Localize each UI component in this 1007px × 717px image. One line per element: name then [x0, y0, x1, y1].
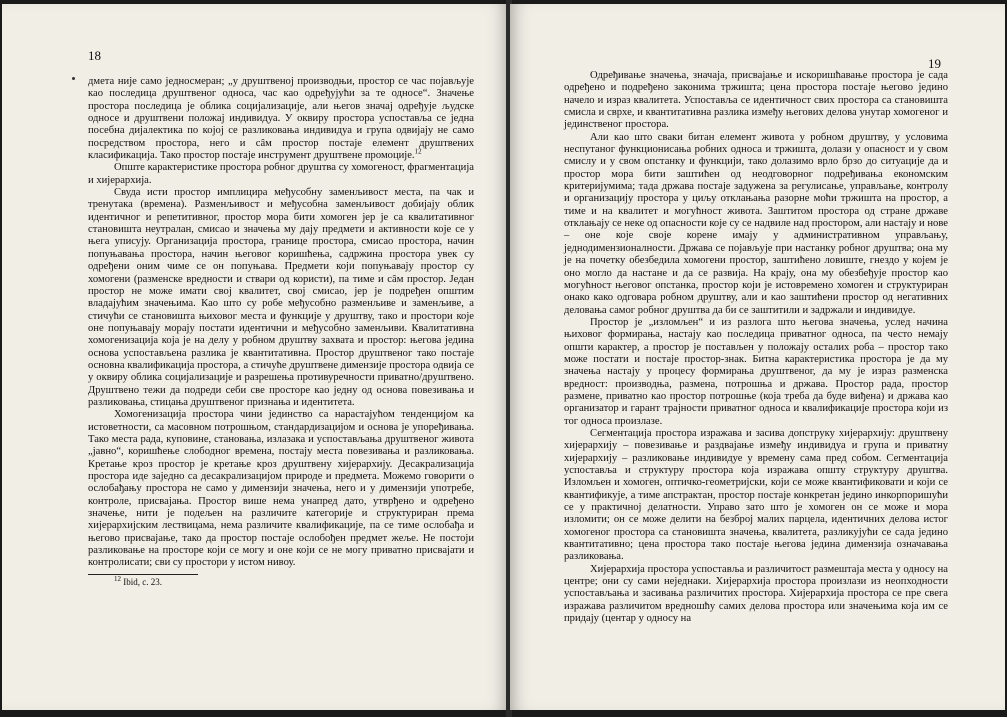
paragraph: Опште карактеристике простора робног друштва су хомогеност, фрагментација и хијерархија. — [88, 162, 474, 186]
footnote: $^{12}$ Ibid, с. 23. — [114, 574, 162, 587]
right-page — [510, 4, 1005, 710]
paragraph: Али као што сваки битан елемент живота у робном друштву, у условима неспутаног функционисања робних односа и тржишта, долази у опасност и у свом смислу и у свом опстанку и функцији, тако долазимо врло брзо до ситуације да и простор мора бити заштићен од неодговорног подређивања економским критеријумима; тада држава постаје задужена за регулисање, управљање, контролу и организацију простора у циљу отклањања разорне моћи тржишта на простор, а тиме и на квалитет и могућност живота. Заштитом простора од стране државе отклањају се неке од опасности које су се надвиле над простором, али настају и нове – оне које своје корене имају у административном управљању, једнодимензионалности. Држава се појављује при настанку робног друштва; она му је на почетку обезбедила хомогени простор, заштићено ловиште, гнездо у којем је оно могло да настане и да се развија. На крају, она му обезбеђује простор као могућност његовог опстанка, простор који је истовремено хомоген и структуриран онако како одговара робном друштву, али и као заштићени простор од негативних деловања самог робног друштва да би се заштитили и задржали и индивидуе. — [564, 131, 948, 316]
paragraph: Хијерархија простора успоставља и различитост размештаја места у односу на центре; они су сами неједнаки. Хијерархија простора произлази из неопходности успостављања и засивања различитих простора. Хијерархија простора се пре свега изражава различитом вредношћу самих делова простора или значењима која им се придају (центар у односу на — [564, 563, 948, 625]
margin-mark — [72, 77, 75, 80]
footnote-ref: 12 — [414, 147, 422, 156]
left-page — [2, 4, 508, 710]
paragraph: Сегментација простора изражава и засива допструку хијерархију: друштвену хијерархију – повезивање и раздвајање између индивидуа и група и приватну хијерархију – разликовање индивидуе у времену сама пред собом. Сегментација успоставља и структуру простора која изражава општу структуру друштва. Изломљен и хомоген, оптичко-геометријски, који се може квантификовати и који се квантификује, а тиме апстрактан, простор постаје конкретан једино инкорпоришући се у практичној делатности. Управо зато што је хомоген он се може и мора изломити; он се може делити на безброј малих парцела, идентичних делова истог хомогеног простора са становишта значења, квалитета, разликујући се сада једино квантитативно; цена простора тако постаје његова једина димензија означавања разликовања. — [564, 427, 948, 563]
paragraph: Простор је „изломљен“ и из разлога што његова значења, услед начина њиховог формирања, настају као последица приватног односа, па често немају општи карактер, а простор је постављен у положају осталих роба – простор тако може постати и постаје простор-знак. Битна карактеристика простора је да му значења настају у процесу формирања друштвеног, да му је израз разменска вредност: производња, размена, потрошња и држава. Простор рада, простор размене, приватно као простор потрошње (која треба да буде виђена) и држава као организатор и гарант трајности приватног односа и квалификације простора који из тог односа произлазе. — [564, 316, 948, 427]
body-text — [88, 76, 474, 588]
paragraph: Свуда исти простор имплицира међусобну заменљивост места, па чак и тренутака (времена). Разменљивост и међусобна заменљивост добијају облик идентичног и репетитивног, простор мора бити хомоген јер је са квалитативног становишта неутралан, смисао и значења му дају предмети и активности које се у њега уписују. Организација простора, границе простора, смисао простора, начин попуњавања простора, начин његовог коришћења, садржина простора увек су одређени оним чиме се он попуњава. Предмети који попуњавају простор су хомогени (разменске вредности и ствари од користи), па тиме и сâм простор. Један простор не може имати свој квалитет, свој смисао, јер је подређен општим владајућим значењима. Као што су робе међусобно разменљиве и заменљиве, а стичући се становишта њиховог места и функције у друштву, тако и простори које оне попуњавају морају постати идентични и међусобно заменљиви. Квалитативна хомогенизација која је на делу у робном друштву захвата и простор: његова једина основа успостављена разлика је квантитативна. Простор друштвеног тако постаје основна квалификација простора, а стичуће друштвене димензије простора одвија се у оквиру облика социјализације и разрешења противуречности приватно/друштвено. Друштвено тежи да подреди себи све просторе као једну од основа повезивања и разликовања, стицања друштвеног признања и идентитета. — [88, 187, 474, 408]
page-number: 18 — [88, 48, 101, 63]
paragraph: Одређивање значења, значаја, присвајање и искоришћавање простора је сада одређено и подређено законима тржишта; цена простора постаје његово једино начело и израз квалитета. Успоставља се идентичност свих простора са становишта смисла и сврхе, и квантитативна разлика између његових делова унутар хомогеног и јединственог простора. — [564, 70, 948, 131]
footnote-rule — [88, 574, 198, 575]
paragraph: Хомогенизација простора чини јединство са нарастајућом тенденцијом ка истоветности, са масовном потрошњом, стандардизацијом и основа је упоређивања. Тако места рада, куповине, становања, излазака и успостављања друштвеног живота „јавно“, коришћење слободног времена, постају места повезивања и разликовања. Кретање кроз простор је кретање кроз друштвену хијерархију. Десакрализација простора иде заједно са десакрализацијом природе и предмета. Можемо говорити о ослобађању простора не само у димензији значења, него и у димензији употребе, контроле, присвајања. Простор више нема унапред дато, утврђено и одређено значење, нити је подељен на различите категорије и структуриран према хијерархијским лествицама, нема различите квалификације, па се тиме ослобађа и његово присвајање, тако да простор постаје ослобођен предмет жеље. Не постоји разликовање на просторе који се могу и оне који се не могу приватно присвајати и контролисати; сви су простори у истом нивоу. — [88, 409, 474, 569]
body-text — [564, 70, 948, 625]
page-number: 19 — [928, 56, 941, 71]
paragraph: дмета није само једносмеран; „у друштвеној производњи, простор се час појављује као последица друштвеног односа, час као одређујући за те односе“. Значење простора последица је облика социјализације, али његов значај одређује људске односе и друштвени положај индивидуа. У оквиру простора успоставља се једна посебна дијалектика по којој се разликовања индивидуа и група одвијају не само посредством простора, него и сâм простор постаје елемент друштвених класификација. Тако простор постаје инструмент друштвене промоције.$^{12}$ — [88, 76, 474, 162]
